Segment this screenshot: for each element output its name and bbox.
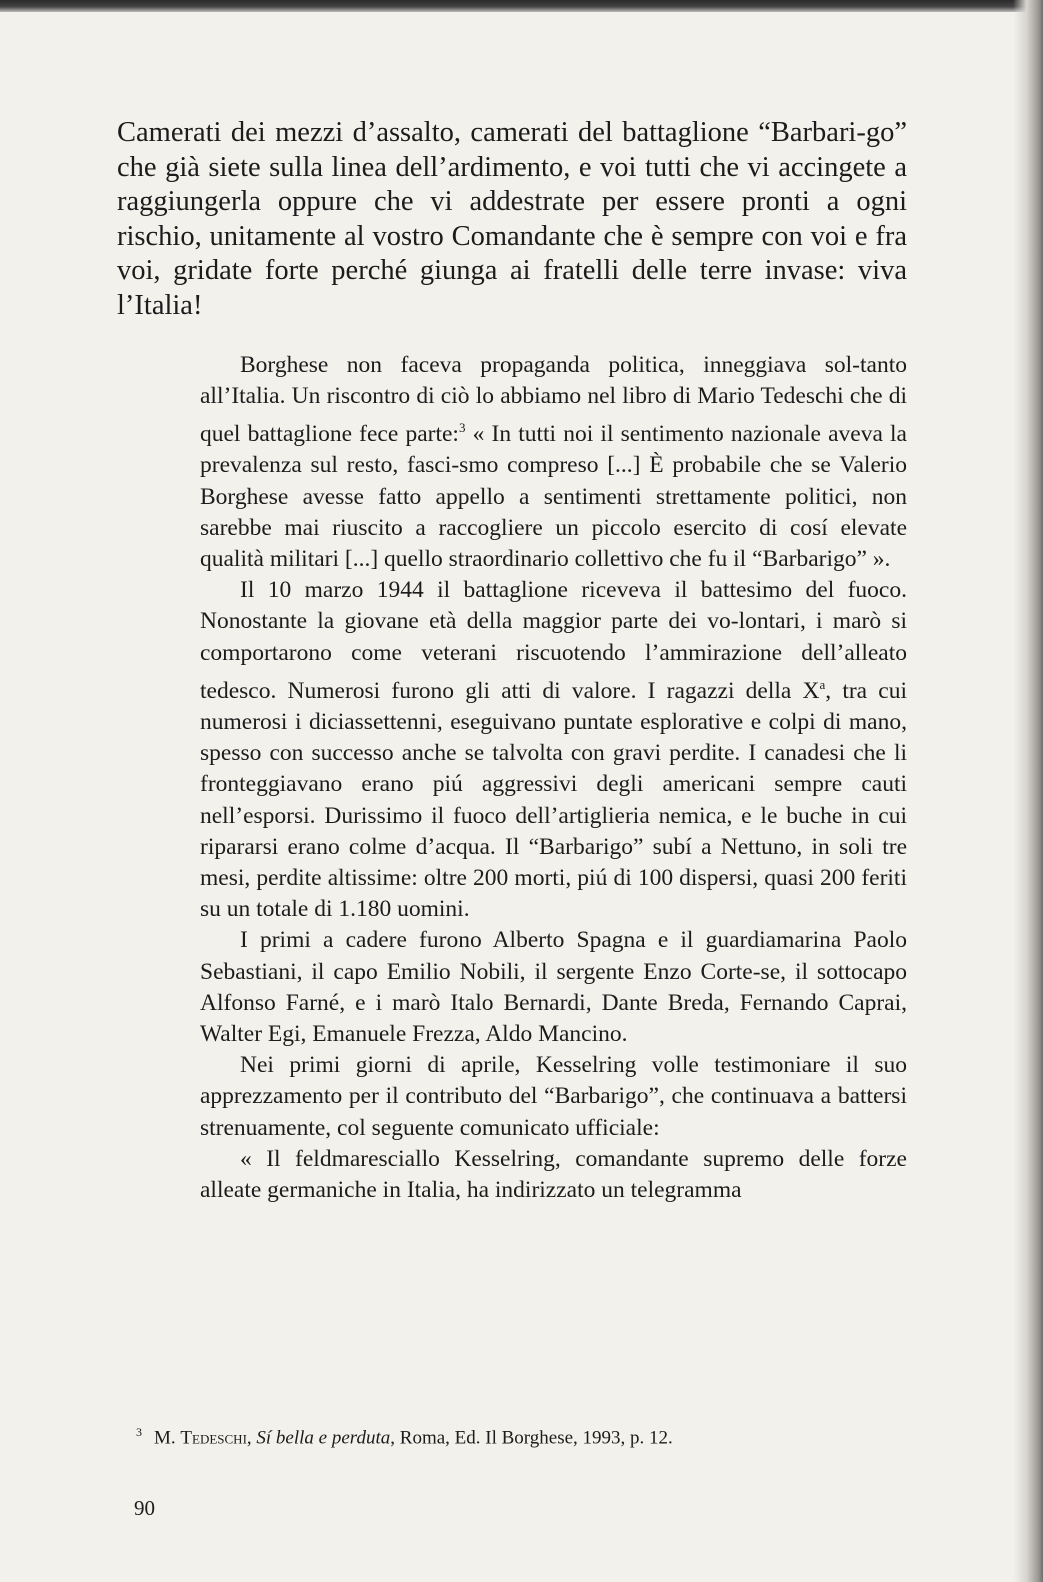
footnote [136,1420,916,1450]
paragraph-1-end: « In tutti noi il sentimento nazionale aveva la prevalenza sul resto, fasci-smo compreso [...] È probabile che se Valerio Borghese avesse fatto appello a sentimenti strettamente politici, non sarebbe mai riuscito a raccogliere un piccolo esercito di cosí elevate qualità militari [...] quello straordinario collettivo che fu il “Barbarigo” ». [200,421,907,573]
footnote-reference[interactable]: 3 [458,420,466,436]
paragraph-communique: « Il feldmaresciallo Kesselring, comandante supremo delle forze alleate germaniche in Italia, ha indirizzato un telegramma [200,1145,907,1203]
paragraph-kesselring: Nei primi giorni di aprile, Kesselring volle testimoniare il suo apprezzamento per il contributo del “Barbarigo”, che continuava a battersi strenuamente, col seguente comunicato ufficiale: [200,1052,907,1141]
paragraph-1-start: Borghese non faceva propaganda politica, inneggiava sol-tanto all’Italia. Un riscontro di ciò lo abbiamo nel libro di Mario Tedeschi che di quel battaglione fece parte: [200,352,907,448]
footnote-book-title: Sí bella e perduta [256,1427,391,1449]
quoted-proclamation [117,116,907,323]
footnote-publication: , Roma, Ed. Il Borghese, 1993, p. 12. [390,1427,673,1449]
paragraph-borghese [200,350,907,575]
main-text [200,350,907,1206]
paragraph-casualties: I primi a cadere furono Alberto Spagna e il guardiamarina Paolo Sebastiani, il capo Emilio Nobili, il sergente Enzo Corte-se, il sottocapo Alfonso Farné, e i marò Italo Bernardi, Dante Breda, Fernando Caprai, Walter Egi, Emanuele Frezza, Aldo Mancino. [200,927,907,1047]
footnote-separator: , [246,1427,257,1449]
page-number: 90 [134,1496,155,1520]
footnote-author-initial: M. [154,1427,181,1449]
proclamation-text: Camerati dei mezzi d’assalto, camerati del battaglione “Barbari-go” che già siete sulla linea dell’ardimento, e voi tutti che vi accingete a raggiungerla oppure che vi addestrate per essere pronti a ogni rischio, unitamente al vostro Comandante che è sempre con voi e fra voi, gridate forte perché giunga ai fratelli delle terre invase: viva l’Italia! [117,117,907,321]
ordinal-superscript: a [819,676,826,692]
paragraph-battle [200,575,907,925]
footnote-author-surname: Tedeschi [180,1427,247,1449]
paragraph-2-end: , tra cui numerosi i diciassettenni, eseguivano puntate esplorative e colpi di mano, spesso con successo anche se talvolta con gravi perdite. I canadesi che li fronteggiavano erano piú aggressivi degli americani sempre cauti nell’esporsi. Durissimo il fuoco dell’artiglieria nemica, e le buche in cui ripararsi erano colme d’acqua. Il “Barbarigo” subí a Nettuno, in soli tre mesi, perdite altissime: oltre 200 morti, piú di 100 dispersi, quasi 200 feriti su un totale di 1.180 uomini. [200,677,907,923]
paragraph-2-start: Il 10 marzo 1944 il battaglione riceveva il battesimo del fuoco. Nonostante la giovane età della maggior parte dei vo-lontari, i marò si comportarono come veterani riscuotendo l’ammirazione dell’alleato tedesco. Numerosi furono gli atti di valore. I ragazzi della X [200,577,907,704]
footnote-mark: 3 [136,1425,142,1439]
